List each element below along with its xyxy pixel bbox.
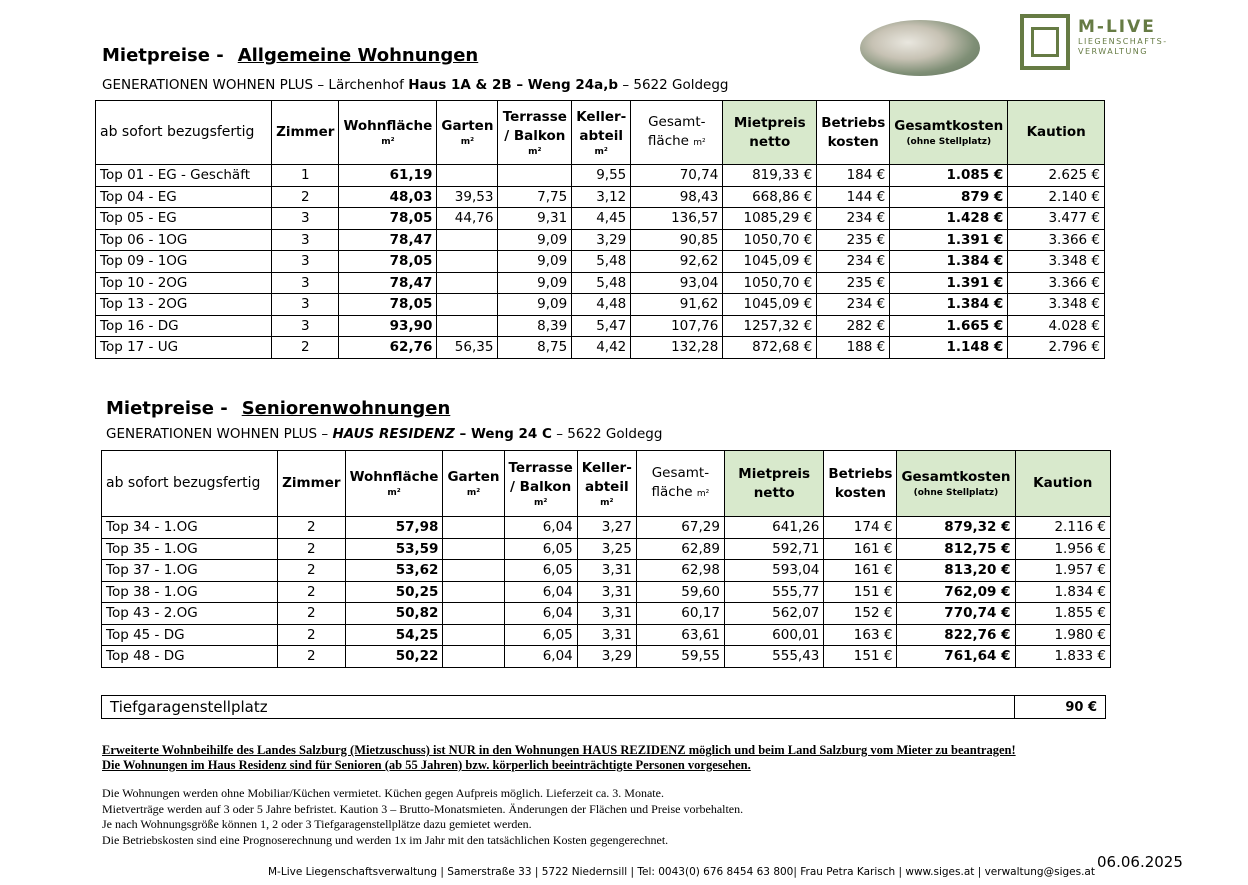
section2-subtitle-d: – 5622 Goldegg <box>551 426 663 442</box>
cell-betriebskosten: 151 € <box>824 646 897 668</box>
cell-garten <box>437 165 498 187</box>
cell-gesamtflaeche: 132,28 <box>631 337 723 359</box>
building-photo <box>860 20 980 76</box>
cell-kaution: 3.366 € <box>1008 272 1105 294</box>
cell-garten <box>443 581 504 603</box>
cell-zimmer: 1 <box>272 165 339 187</box>
parking-row <box>101 695 1106 719</box>
section2-subtitle-b: HAUS RESIDENZ <box>332 426 455 442</box>
keller-label: Keller- <box>576 108 627 125</box>
cell-betriebskosten: 235 € <box>817 272 890 294</box>
gesamtkosten-label: Gesamtkosten <box>894 118 1004 134</box>
table-row <box>102 603 1111 625</box>
cell-kaution: 2.625 € <box>1008 165 1105 187</box>
cell-gesamtkosten: 1.384 € <box>890 251 1008 273</box>
table-row <box>96 251 1105 273</box>
section2-subtitle <box>106 426 662 442</box>
table-row <box>102 560 1111 582</box>
miet-label: Mietpreis <box>738 465 811 482</box>
cell-kaution: 1.833 € <box>1015 646 1111 668</box>
cell-keller: 5,48 <box>572 251 631 273</box>
document-date: 06.06.2025 <box>1097 853 1183 871</box>
unit-m2: m² <box>387 488 401 498</box>
table2-header <box>102 451 1111 517</box>
cell-terrasse: 6,05 <box>504 624 577 646</box>
cell-terrasse: 6,05 <box>504 538 577 560</box>
note-1: Die Wohnungen werden ohne Mobiliar/Küchen vermietet. Küchen gegen Aufpreis möglich. Lieferzeit ca. 3. Monate. <box>102 786 664 800</box>
cell-gesamtflaeche: 92,62 <box>631 251 723 273</box>
cell-mietpreis: 1045,09 € <box>723 251 817 273</box>
cell-zimmer: 2 <box>278 646 345 668</box>
note-bold-1: Erweiterte Wohnbeihilfe des Landes Salzburg (Mietzuschuss) ist NUR in den Wohnungen HAUS REZIDENZ möglich und beim Land Salzburg vom Mieter zu beantragen! <box>102 743 1016 757</box>
cell-wohnflaeche: 93,90 <box>339 315 437 337</box>
cell-terrasse: 9,09 <box>498 229 572 251</box>
cell-wohnflaeche: 53,59 <box>345 538 443 560</box>
section1-title <box>102 45 478 66</box>
table-row <box>102 581 1111 603</box>
abteil-label: abteil <box>579 127 624 144</box>
cell-zimmer: 2 <box>278 603 345 625</box>
ohne-stellplatz-label: (ohne Stellplatz) <box>906 137 992 147</box>
cell-keller: 3,12 <box>572 186 631 208</box>
cell-terrasse: 6,04 <box>504 517 577 539</box>
cell-mietpreis: 592,71 <box>724 538 823 560</box>
logo-sub2: VERWALTUNG <box>1078 47 1148 56</box>
cell-keller: 5,48 <box>572 272 631 294</box>
cell-gesamtkosten: 812,75 € <box>897 538 1015 560</box>
cell-kaution: 1.855 € <box>1015 603 1111 625</box>
balkon-label: / Balkon <box>504 127 566 144</box>
section2-title-prefix: Mietpreise - <box>106 398 228 419</box>
col-header-kaution <box>1008 101 1105 165</box>
unit-m2: m² <box>460 137 475 147</box>
cell-garten <box>443 624 504 646</box>
cell-gesamtflaeche: 62,98 <box>636 560 724 582</box>
section1-title-main: Allgemeine Wohnungen <box>237 45 479 66</box>
cell-gesamtkosten: 1.148 € <box>890 337 1008 359</box>
footer-contact: M-Live Liegenschaftsverwaltung | Samerstraße 33 | 5722 Niedernsill | Tel: 0043(0) 676 8454 63 800| Frau Petra Karisch | www.siges.at | verwaltung@siges.at <box>268 866 1095 878</box>
cell-kaution: 2.116 € <box>1015 517 1111 539</box>
unit-m2: m² <box>466 488 481 498</box>
cell-unit-name: Top 16 - DG <box>96 315 272 337</box>
cell-garten: 56,35 <box>437 337 498 359</box>
cell-betriebskosten: 152 € <box>824 603 897 625</box>
flaeche-label: fläche <box>647 132 689 149</box>
miet-label: Mietpreis <box>733 114 806 131</box>
cell-wohnflaeche: 78,47 <box>339 272 437 294</box>
cell-betriebskosten: 174 € <box>824 517 897 539</box>
cell-unit-name: Top 01 - EG - Geschäft <box>96 165 272 187</box>
cell-zimmer: 2 <box>272 337 339 359</box>
cell-garten: 44,76 <box>437 208 498 230</box>
cell-terrasse: 8,75 <box>498 337 572 359</box>
table1-header <box>96 101 1105 165</box>
unit-m2: m² <box>528 146 542 157</box>
cell-unit-name: Top 09 - 1OG <box>96 251 272 273</box>
cell-terrasse: 7,75 <box>498 186 572 208</box>
cell-gesamtflaeche: 90,85 <box>631 229 723 251</box>
cell-mietpreis: 555,43 <box>724 646 823 668</box>
cell-wohnflaeche: 78,05 <box>339 251 437 273</box>
col-header-mietpreis <box>723 101 817 165</box>
note-3: Je nach Wohnungsgröße können 1, 2 oder 3 Tiefgaragenstellplätze dazu gemietet werden. <box>102 817 532 831</box>
cell-zimmer: 2 <box>278 624 345 646</box>
table-row <box>96 337 1105 359</box>
col-header-zimmer <box>278 451 345 517</box>
cell-betriebskosten: 235 € <box>817 229 890 251</box>
col-header-gesamtkosten <box>890 101 1008 165</box>
cell-kaution: 3.348 € <box>1008 251 1105 273</box>
wohnflaeche-label: Wohnfläche <box>349 469 439 485</box>
cell-unit-name: Top 13 - 2OG <box>96 294 272 316</box>
note-4: Die Betriebskosten sind eine Prognoserechnung und werden 1x im Jahr mit den tatsächlichen Kosten gegengerechnet. <box>102 832 669 847</box>
terrasse-label: Terrasse <box>508 459 573 476</box>
notes <box>102 786 1102 848</box>
cell-mietpreis: 641,26 <box>724 517 823 539</box>
col-header-zimmer <box>272 101 339 165</box>
cell-gesamtflaeche: 62,89 <box>636 538 724 560</box>
cell-keller: 9,55 <box>572 165 631 187</box>
gesamt-label: Gesamt- <box>648 113 706 130</box>
cell-wohnflaeche: 48,03 <box>339 186 437 208</box>
cell-keller: 5,47 <box>572 315 631 337</box>
cell-unit-name: Top 04 - EG <box>96 186 272 208</box>
cell-garten <box>437 315 498 337</box>
cell-wohnflaeche: 50,82 <box>345 603 443 625</box>
col-header-gesamtkosten <box>897 451 1015 517</box>
kaution-label: Kaution <box>1026 124 1086 140</box>
cell-zimmer: 2 <box>272 186 339 208</box>
table-row <box>102 646 1111 668</box>
cell-gesamtflaeche: 136,57 <box>631 208 723 230</box>
cell-kaution: 1.834 € <box>1015 581 1111 603</box>
cell-mietpreis: 1045,09 € <box>723 294 817 316</box>
cell-unit-name: Top 37 - 1.OG <box>102 560 278 582</box>
table-row <box>102 538 1111 560</box>
unit-m2: m² <box>381 137 395 147</box>
cell-kaution: 2.140 € <box>1008 186 1105 208</box>
section2-title <box>106 398 450 419</box>
cell-terrasse: 8,39 <box>498 315 572 337</box>
cell-gesamtkosten: 761,64 € <box>897 646 1015 668</box>
cell-mietpreis: 1050,70 € <box>723 229 817 251</box>
cell-unit-name: Top 05 - EG <box>96 208 272 230</box>
cell-zimmer: 2 <box>278 517 345 539</box>
logo-brand: M-LIVE <box>1078 17 1156 37</box>
cell-betriebskosten: 234 € <box>817 208 890 230</box>
cell-garten <box>443 560 504 582</box>
cell-keller: 3,27 <box>577 517 636 539</box>
table-row <box>96 208 1105 230</box>
unit-m2: m² <box>693 137 706 148</box>
section1-subtitle <box>102 77 729 93</box>
cell-keller: 4,45 <box>572 208 631 230</box>
cell-terrasse: 6,04 <box>504 581 577 603</box>
cell-wohnflaeche: 62,76 <box>339 337 437 359</box>
gesamtkosten-label: Gesamtkosten <box>901 469 1011 485</box>
cell-zimmer: 3 <box>272 315 339 337</box>
cell-mietpreis: 668,86 € <box>723 186 817 208</box>
col-header-gesamtflaeche <box>636 451 724 517</box>
betriebs-label: Betriebs <box>821 114 886 131</box>
cell-unit-name: Top 43 - 2.OG <box>102 603 278 625</box>
cell-gesamtflaeche: 93,04 <box>631 272 723 294</box>
cell-keller: 3,31 <box>577 624 636 646</box>
cell-wohnflaeche: 54,25 <box>345 624 443 646</box>
cell-zimmer: 3 <box>272 251 339 273</box>
cell-wohnflaeche: 50,25 <box>345 581 443 603</box>
cell-mietpreis: 593,04 <box>724 560 823 582</box>
table-seniorenwohnungen <box>101 450 1111 668</box>
betriebs-label: Betriebs <box>828 465 893 482</box>
cell-garten <box>437 251 498 273</box>
parking-price: 90 € <box>1065 700 1097 715</box>
cell-mietpreis: 600,01 <box>724 624 823 646</box>
col-header-terrasse <box>498 101 572 165</box>
col-header-gesamtflaeche <box>631 101 723 165</box>
cell-zimmer: 2 <box>278 560 345 582</box>
kosten-label: kosten <box>834 484 886 501</box>
cell-gesamtflaeche: 63,61 <box>636 624 724 646</box>
col-header-bezugsfertig: ab sofort bezugsfertig <box>96 101 272 165</box>
table-row <box>102 624 1111 646</box>
table-allgemeine-wohnungen <box>95 100 1105 359</box>
cell-gesamtflaeche: 67,29 <box>636 517 724 539</box>
cell-gesamtkosten: 1.391 € <box>890 272 1008 294</box>
table-row <box>96 272 1105 294</box>
cell-kaution: 1.956 € <box>1015 538 1111 560</box>
cell-betriebskosten: 234 € <box>817 251 890 273</box>
cell-betriebskosten: 163 € <box>824 624 897 646</box>
terrasse-label: Terrasse <box>502 108 567 125</box>
col-header-betriebskosten <box>824 451 897 517</box>
zimmer-label: Zimmer <box>276 124 335 140</box>
cell-unit-name: Top 10 - 2OG <box>96 272 272 294</box>
wohnflaeche-label: Wohnfläche <box>343 118 433 134</box>
ohne-stellplatz-label: (ohne Stellplatz) <box>913 488 999 498</box>
notes-bold <box>102 743 1122 773</box>
cell-wohnflaeche: 78,05 <box>339 294 437 316</box>
col-header-betriebskosten <box>817 101 890 165</box>
cell-mietpreis: 1050,70 € <box>723 272 817 294</box>
netto-label: netto <box>749 133 791 150</box>
cell-garten <box>443 603 504 625</box>
cell-wohnflaeche: 50,22 <box>345 646 443 668</box>
kaution-label: Kaution <box>1033 475 1093 491</box>
table2-body <box>102 517 1111 668</box>
table1-body <box>96 165 1105 359</box>
cell-wohnflaeche: 78,47 <box>339 229 437 251</box>
cell-wohnflaeche: 61,19 <box>339 165 437 187</box>
cell-wohnflaeche: 53,62 <box>345 560 443 582</box>
cell-gesamtflaeche: 70,74 <box>631 165 723 187</box>
cell-gesamtkosten: 1.428 € <box>890 208 1008 230</box>
unit-m2: m² <box>533 497 548 508</box>
cell-terrasse: 9,09 <box>498 251 572 273</box>
cell-gesamtkosten: 1.085 € <box>890 165 1008 187</box>
col-header-kaution <box>1015 451 1111 517</box>
col-header-garten <box>443 451 504 517</box>
logo-text <box>1078 17 1168 57</box>
cell-mietpreis: 1257,32 € <box>723 315 817 337</box>
balkon-label: / Balkon <box>510 478 572 495</box>
cell-keller: 3,31 <box>577 603 636 625</box>
zimmer-label: Zimmer <box>282 475 341 491</box>
cell-gesamtflaeche: 60,17 <box>636 603 724 625</box>
col-header-keller <box>577 451 636 517</box>
cell-gesamtkosten: 822,76 € <box>897 624 1015 646</box>
cell-garten <box>437 229 498 251</box>
section1-subtitle-c: – 5622 Goldegg <box>618 77 729 93</box>
cell-mietpreis: 819,33 € <box>723 165 817 187</box>
cell-unit-name: Top 17 - UG <box>96 337 272 359</box>
cell-kaution: 4.028 € <box>1008 315 1105 337</box>
cell-unit-name: Top 45 - DG <box>102 624 278 646</box>
cell-keller: 3,25 <box>577 538 636 560</box>
section1-subtitle-b: Haus 1A & 2B – Weng 24a,b <box>408 77 619 93</box>
note-bold-2: Die Wohnungen im Haus Residenz sind für Senioren (ab 55 Jahren) bzw. körperlich beeinträchtigte Personen vorgesehen. <box>102 758 751 772</box>
m-live-logo-icon <box>1020 14 1070 70</box>
cell-gesamtkosten: 813,20 € <box>897 560 1015 582</box>
section2-subtitle-c: – Weng 24 C <box>454 426 552 442</box>
cell-keller: 4,42 <box>572 337 631 359</box>
cell-kaution: 3.348 € <box>1008 294 1105 316</box>
col-header-bezugsfertig: ab sofort bezugsfertig <box>102 451 278 517</box>
cell-gesamtkosten: 879,32 € <box>897 517 1015 539</box>
cell-betriebskosten: 184 € <box>817 165 890 187</box>
cell-kaution: 3.366 € <box>1008 229 1105 251</box>
cell-garten <box>437 294 498 316</box>
unit-m2: m² <box>600 497 614 508</box>
cell-zimmer: 2 <box>278 538 345 560</box>
cell-betriebskosten: 144 € <box>817 186 890 208</box>
cell-unit-name: Top 48 - DG <box>102 646 278 668</box>
cell-gesamtkosten: 762,09 € <box>897 581 1015 603</box>
cell-betriebskosten: 234 € <box>817 294 890 316</box>
cell-kaution: 3.477 € <box>1008 208 1105 230</box>
cell-keller: 3,31 <box>577 560 636 582</box>
cell-gesamtkosten: 1.384 € <box>890 294 1008 316</box>
garten-label: Garten <box>447 469 500 485</box>
table-row <box>96 294 1105 316</box>
col-header-mietpreis <box>724 451 823 517</box>
cell-terrasse: 9,31 <box>498 208 572 230</box>
cell-garten <box>437 272 498 294</box>
cell-garten <box>443 646 504 668</box>
cell-gesamtflaeche: 59,55 <box>636 646 724 668</box>
col-header-wohnflaeche <box>345 451 443 517</box>
cell-gesamtflaeche: 107,76 <box>631 315 723 337</box>
keller-label: Keller- <box>581 459 632 476</box>
parking-label: Tiefgaragenstellplatz <box>110 698 268 716</box>
cell-keller: 4,48 <box>572 294 631 316</box>
cell-terrasse: 6,04 <box>504 603 577 625</box>
cell-mietpreis: 1085,29 € <box>723 208 817 230</box>
cell-terrasse: 9,09 <box>498 272 572 294</box>
gesamt-label: Gesamt- <box>651 464 710 481</box>
cell-gesamtflaeche: 91,62 <box>631 294 723 316</box>
cell-unit-name: Top 06 - 1OG <box>96 229 272 251</box>
section2-title-main: Seniorenwohnungen <box>241 398 451 419</box>
garten-label: Garten <box>441 118 494 134</box>
cell-betriebskosten: 161 € <box>824 538 897 560</box>
table-row <box>96 229 1105 251</box>
section1-title-prefix: Mietpreise - <box>102 45 224 66</box>
note-2: Mietverträge werden auf 3 oder 5 Jahre befristet. Kaution 3 – Brutto-Monatsmieten. Änderungen der Flächen und Preise vorbehalten. <box>102 801 744 816</box>
cell-gesamtflaeche: 98,43 <box>631 186 723 208</box>
cell-zimmer: 3 <box>272 208 339 230</box>
kosten-label: kosten <box>827 133 879 150</box>
cell-mietpreis: 872,68 € <box>723 337 817 359</box>
cell-terrasse: 6,05 <box>504 560 577 582</box>
cell-keller: 3,29 <box>572 229 631 251</box>
section1-subtitle-a: GENERATIONEN WOHNEN PLUS – Lärchenhof <box>102 77 409 93</box>
section2-subtitle-a: GENERATIONEN WOHNEN PLUS – <box>106 426 333 442</box>
cell-terrasse: 6,04 <box>504 646 577 668</box>
cell-keller: 3,31 <box>577 581 636 603</box>
cell-terrasse: 9,09 <box>498 294 572 316</box>
table-row <box>96 165 1105 187</box>
cell-wohnflaeche: 78,05 <box>339 208 437 230</box>
abteil-label: abteil <box>584 478 629 495</box>
cell-unit-name: Top 35 - 1.OG <box>102 538 278 560</box>
table-row <box>102 517 1111 539</box>
cell-terrasse <box>498 165 572 187</box>
cell-garten <box>443 538 504 560</box>
cell-kaution: 1.980 € <box>1015 624 1111 646</box>
cell-wohnflaeche: 57,98 <box>345 517 443 539</box>
flaeche-label: fläche <box>651 483 693 500</box>
cell-betriebskosten: 161 € <box>824 560 897 582</box>
cell-kaution: 2.796 € <box>1008 337 1105 359</box>
unit-m2: m² <box>696 488 710 499</box>
col-header-keller <box>572 101 631 165</box>
cell-betriebskosten: 188 € <box>817 337 890 359</box>
cell-mietpreis: 555,77 <box>724 581 823 603</box>
table-row <box>96 315 1105 337</box>
col-header-terrasse <box>504 451 577 517</box>
logo-sub1: LIEGENSCHAFTS- <box>1078 37 1168 46</box>
cell-gesamtkosten: 1.391 € <box>890 229 1008 251</box>
cell-unit-name: Top 34 - 1.OG <box>102 517 278 539</box>
col-header-garten <box>437 101 498 165</box>
cell-garten <box>443 517 504 539</box>
cell-garten: 39,53 <box>437 186 498 208</box>
unit-m2: m² <box>594 146 608 157</box>
cell-betriebskosten: 282 € <box>817 315 890 337</box>
cell-zimmer: 2 <box>278 581 345 603</box>
cell-mietpreis: 562,07 <box>724 603 823 625</box>
cell-gesamtkosten: 770,74 € <box>897 603 1015 625</box>
cell-zimmer: 3 <box>272 229 339 251</box>
cell-kaution: 1.957 € <box>1015 560 1111 582</box>
table-row <box>96 186 1105 208</box>
netto-label: netto <box>753 484 795 501</box>
col-header-wohnflaeche <box>339 101 437 165</box>
cell-zimmer: 3 <box>272 294 339 316</box>
cell-zimmer: 3 <box>272 272 339 294</box>
cell-unit-name: Top 38 - 1.OG <box>102 581 278 603</box>
cell-gesamtkosten: 1.665 € <box>890 315 1008 337</box>
cell-gesamtkosten: 879 € <box>890 186 1008 208</box>
cell-betriebskosten: 151 € <box>824 581 897 603</box>
cell-keller: 3,29 <box>577 646 636 668</box>
cell-gesamtflaeche: 59,60 <box>636 581 724 603</box>
